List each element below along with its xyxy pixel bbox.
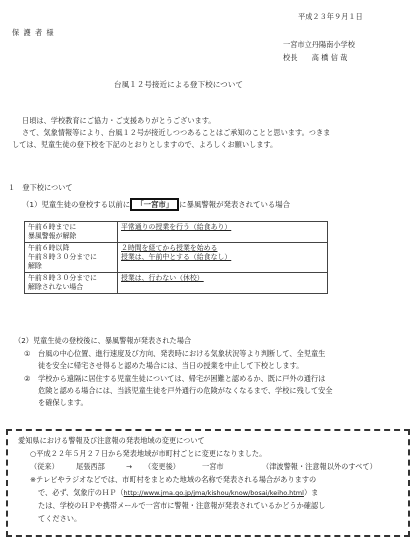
- sender-principal: 校長 高 橋 信 哉: [283, 53, 348, 62]
- action-cell: 平常通りの授業を行う（給食あり）: [118, 222, 328, 243]
- intro-line-3: しては、児童生徒の登下校を下記のとおりとしますので、よろしくお願いします。: [12, 140, 278, 149]
- page-title: 台風１２号接近による登下校について: [114, 80, 243, 89]
- notice-to-label: （変更後）: [144, 462, 180, 471]
- document-date: 平成２３年９月１日: [298, 12, 363, 21]
- arrow-icon: →: [126, 462, 133, 471]
- subsection-1-suffix: に暴風警報が発表されている場合: [179, 200, 291, 209]
- jma-url-link[interactable]: http://www.jma.go.jp/jma/kishou/know/bosai/keiho.html: [123, 489, 304, 497]
- section-heading: １ 登下校について: [8, 183, 73, 192]
- notice-from-label: （従来）: [30, 462, 59, 471]
- item-1-line: 徒を安全に帰宅させ得ると認めた場合には、当日の授業を中止して下校とします。: [38, 361, 304, 370]
- item-2-line: 危険と認める場合には、当該児童生徒を戸外通行の危険がなくなるまで、学校に残して安全: [38, 386, 333, 395]
- subsection-1-prefix: （1）児童生徒の登校する以前に: [22, 200, 131, 209]
- notice-note-line: ※テレビやラジオなどでは、市町村をまとめた地域の名称で発表される場合がありますの: [30, 475, 317, 484]
- condition-cell: 午前６時までに 暴風警報が解除: [25, 222, 118, 243]
- notice-to-note: （津波警報・注意報以外のすべて）: [262, 462, 377, 471]
- warning-cases-table: [24, 221, 328, 294]
- condition-cell: 午前６時以降 午前８時３０分までに 解除: [25, 242, 118, 272]
- action-cell: ２時間を経てから授業を始める 授業は、午前中とする（給食なし）: [118, 242, 328, 272]
- intro-line-1: 日頃は、学校教育にご協力・ご支援ありがとうございます。: [22, 116, 216, 125]
- item-1-number: ①: [24, 349, 31, 358]
- notice-title: 愛知県における警報及び注意報の発表地域の変更について: [18, 436, 205, 445]
- notice-note-line: で、必ず、気象庁のＨＰ（http://www.jma.go.jp/jma/kishou/know/bosai/keiho.html）ま: [38, 488, 319, 497]
- action-cell: 授業は、行わない（休校）: [118, 272, 328, 293]
- condition-cell: 午前８時３０分までに 解除されない場合: [25, 272, 118, 293]
- notice-line-1: ○平成２２年５月２７日から発表地域が市町村ごとに変更になりました。: [30, 449, 267, 458]
- table-row: [25, 272, 328, 293]
- item-2-line: を確保します。: [38, 398, 88, 407]
- notice-to-value: 一宮市: [202, 462, 224, 471]
- addressee: 保 護 者 様: [12, 28, 55, 37]
- notice-from-value: 尾張西部: [76, 462, 105, 471]
- notice-note-line: てください。: [38, 514, 82, 523]
- notice-note-line: たは、学校のＨＰや携帯メールで一宮市に警報・注意報が発表されているかどうか確認し: [38, 501, 326, 510]
- sender-school: 一宮市立丹陽南小学校: [283, 40, 355, 49]
- item-2-line: 学校から遠隔に居住する児童生徒については、帰宅が困難と認めるか、既に戸外の通行は: [38, 374, 326, 383]
- table-row: [25, 222, 328, 243]
- city-highlight-box: 「一宮市」: [130, 198, 179, 211]
- subsection-1-heading: [22, 200, 290, 210]
- table-row: [25, 242, 328, 272]
- subsection-2-heading: （2）児童生徒の登校後に、暴風警報が発表された場合: [14, 336, 192, 345]
- intro-line-2: さて、気象情報等により、台風１２号が接近しつつあることはご承知のことと思います。つきま: [22, 128, 331, 137]
- item-2-number: ②: [24, 374, 31, 383]
- item-1-line: 台風の中心位置、進行速度及び方向、発表時における気象状況等より判断して、全児童生: [38, 349, 326, 358]
